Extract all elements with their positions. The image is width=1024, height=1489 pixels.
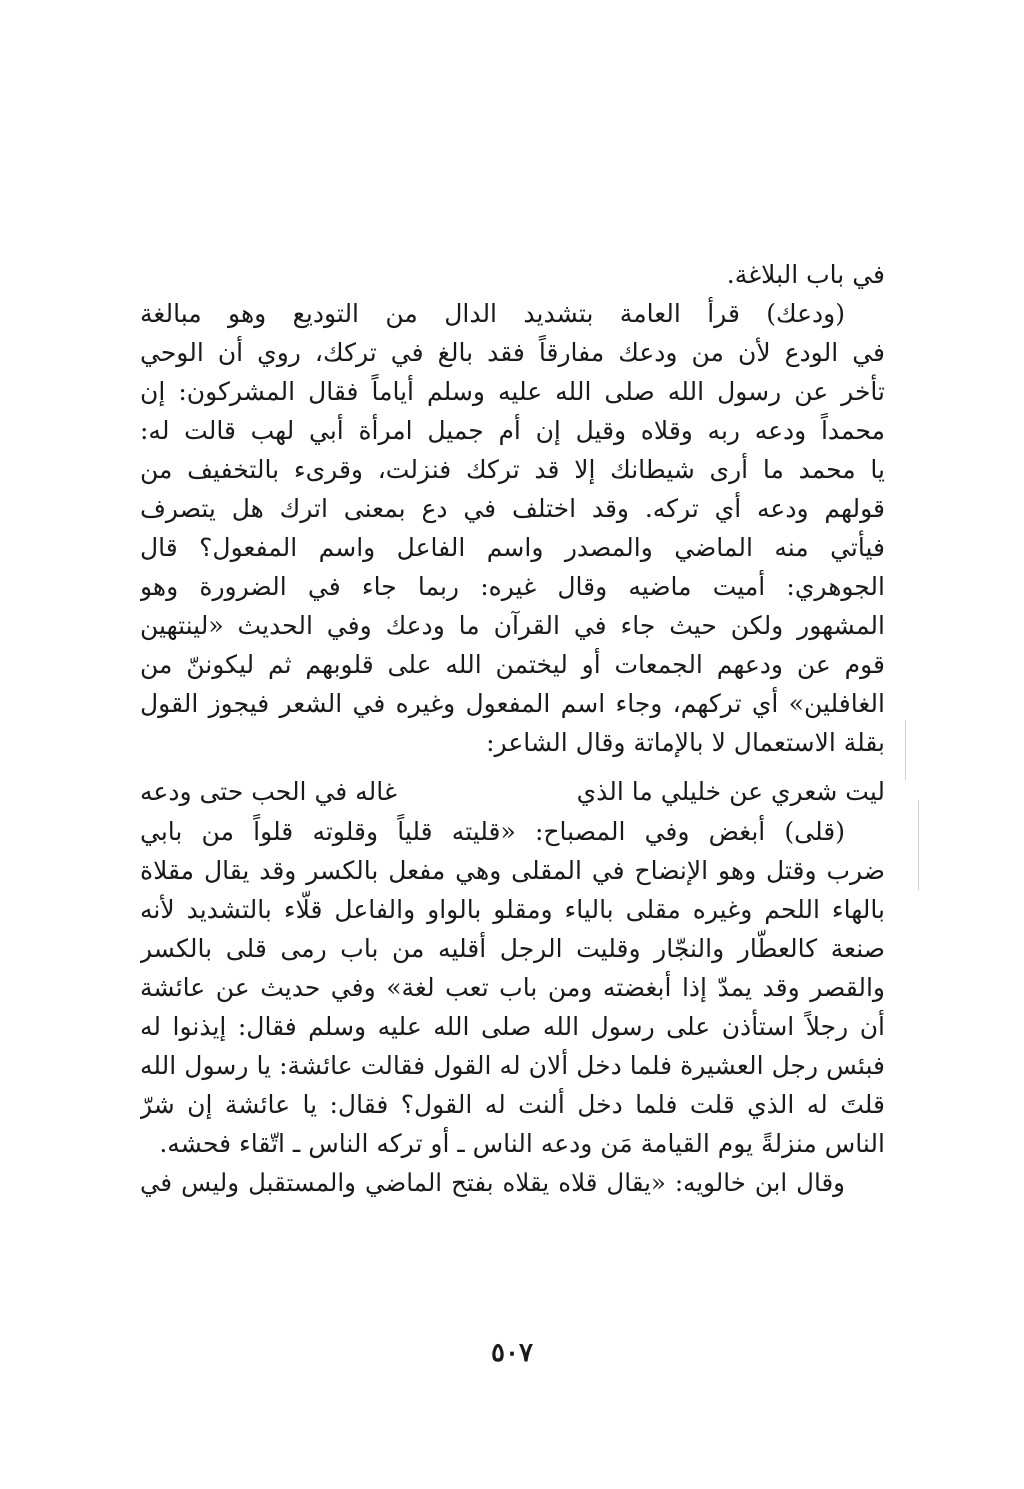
text-line: وقال ابن خالويه: «يقال قلاه يقلاه بفتح الماضي والمستقبل وليس في: [140, 1168, 845, 1197]
paragraph-1: [140, 255, 885, 294]
spacer: [140, 762, 885, 772]
text-line: الغافلين» أي تركهم، وجاء اسم المفعول وغيره في الشعر فيجوز القول: [140, 689, 885, 718]
paragraph-2: [140, 294, 885, 762]
text-line: والقصر وقد يمدّ إذا أبغضته ومن باب تعب لغة» وفي حديث عن عائشة: [140, 973, 885, 1002]
text-line: قوم عن ودعهم الجمعات أو ليختمن الله على قلوبهم ثم ليكوننّ من: [140, 650, 885, 679]
verse-first-hemistich: ليت شعري عن خليلي ما الذي: [576, 777, 885, 806]
text-line: محمداً ودعه ربه وقلاه وقيل إن أم جميل امرأة أبي لهب قالت له:: [140, 416, 885, 445]
text-line: ضرب وقتل وهو الإنضاح في المقلى وهي مفعل بالكسر وقد يقال مقلاة: [140, 856, 885, 885]
verse-second-hemistich: غاله في الحب حتى ودعه: [140, 777, 397, 806]
text-line: (ودعك) قرأ العامة بتشديد الدال من التوديع وهو مبالغة: [140, 299, 845, 328]
text-line: الجوهري: أميت ماضيه وقال غيره: ربما جاء في الضرورة وهو: [140, 572, 885, 601]
text-line: الناس منزلةً يوم القيامة مَن ودعه الناس ـ أو تركه الناس ـ اتّقاء فحشه.: [159, 1129, 885, 1158]
text-line: (قلى) أبغض وفي المصباح: «قليته قلياً وقلوته قلواً من بابي: [140, 817, 845, 846]
text-line: قلتَ له الذي قلت فلما دخل ألنت له القول؟ فقال: يا عائشة إن شرّ: [140, 1090, 885, 1119]
paragraph-3: [140, 812, 885, 1163]
scan-artifact: [918, 800, 919, 890]
text-line: فيأتي منه الماضي والمصدر واسم الفاعل واسم المفعول؟ قال: [140, 533, 885, 562]
text-line: أن رجلاً استأذن على رسول الله صلى الله عليه وسلم فقال: إيذنوا له: [140, 1012, 885, 1041]
text-line: تأخر عن رسول الله صلى الله عليه وسلم أياماً فقال المشركون: إن: [140, 377, 885, 406]
text-line: قولهم ودعه أي تركه. وقد اختلف في دع بمعنى اترك هل يتصرف: [140, 494, 885, 523]
paragraph-4: [140, 1163, 885, 1202]
text-line: فبئس رجل العشيرة فلما دخل ألان له القول فقالت عائشة: يا رسول الله: [140, 1051, 885, 1080]
text-line: في باب البلاغة.: [726, 260, 885, 289]
scan-artifact: [905, 720, 906, 780]
text-line: بالهاء اللحم وغيره مقلى بالياء ومقلو بالواو والفاعل قلّاء بالتشديد لأنه: [140, 895, 885, 924]
text-line: في الودع لأن من ودعك مفارقاً فقد بالغ في تركك، روي أن الوحي: [140, 338, 885, 367]
text-line: يا محمد ما أرى شيطانك إلا قد تركك فنزلت، وقرىء بالتخفيف من: [140, 455, 885, 484]
page-body: [140, 255, 885, 1202]
page-number: ٥٠٧: [491, 1338, 533, 1368]
text-line: المشهور ولكن حيث جاء في القرآن ما ودعك وفي الحديث «لينتهين: [140, 611, 885, 640]
text-line: بقلة الاستعمال لا بالإماتة وقال الشاعر:: [486, 728, 885, 757]
text-line: صنعة كالعطّار والنجّار وقليت الرجل أقليه من باب رمى قلى بالكسر: [140, 934, 885, 963]
poetry-verse: [140, 772, 885, 812]
